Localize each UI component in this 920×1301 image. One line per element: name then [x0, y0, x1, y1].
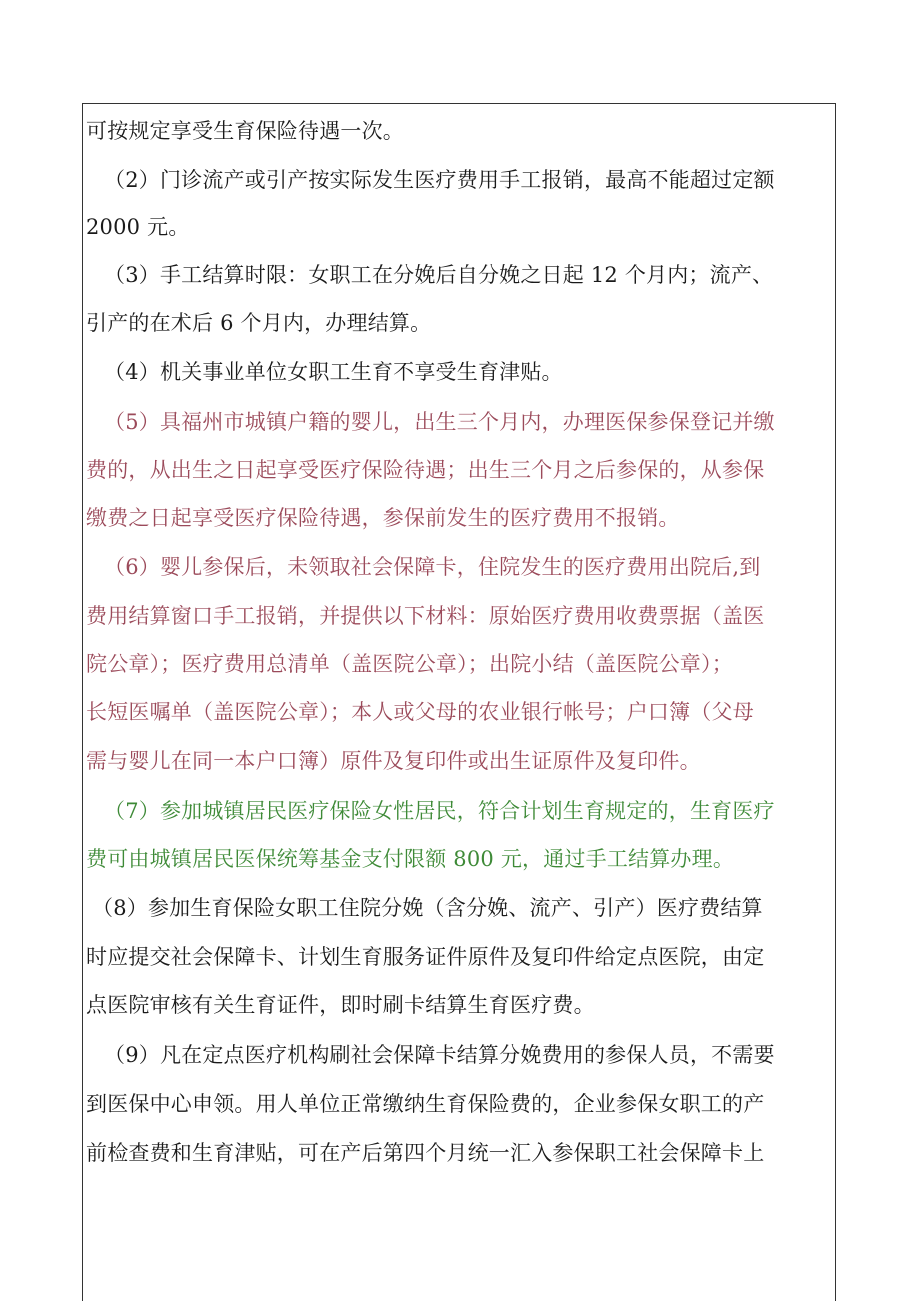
text-line: 点医院审核有关生育证件，即时刷卡结算生育医疗费。 [86, 993, 595, 1017]
item-4-line: （4）机关事业单位女职工生育不享受生育津贴。 [104, 360, 563, 384]
item-9-line: （9）凡在定点医疗机构刷社会保障卡结算分娩费用的参保人员，不需要 [104, 1043, 775, 1067]
text-line: 到医保中心申领。用人单位正常缴纳生育保险费的，企业参保女职工的产 [86, 1092, 765, 1116]
item-5-line: （5）具福州市城镇户籍的婴儿，出生三个月内，办理医保参保登记并缴 [104, 410, 775, 434]
text-line: 需与婴儿在同一本户口簿）原件及复印件或出生证原件及复印件。 [86, 749, 701, 773]
text-line: 前检查费和生育津贴，可在产后第四个月统一汇入参保职工社会保障卡上 [86, 1141, 765, 1165]
text-line: 时应提交社会保障卡、计划生育服务证件原件及复印件给定点医院，由定 [86, 945, 765, 969]
item-2-line: （2）门诊流产或引产按实际发生医疗费用手工报销，最高不能超过定额 [104, 168, 775, 192]
item-8-line: （8）参加生育保险女职工住院分娩（含分娩、流产、引产）医疗费结算 [92, 896, 763, 920]
text-line: 费可由城镇居民医保统筹基金支付限额 800 元，通过手工结算办理。 [86, 847, 735, 871]
text-line: 院公章）；医疗费用总清单（盖医院公章）；出院小结（盖医院公章）； [86, 652, 733, 676]
text-line: 可按规定享受生育保险待遇一次。 [86, 119, 404, 143]
item-3-line: （3）手工结算时限：女职工在分娩后自分娩之日起 12 个月内；流产、 [104, 263, 774, 287]
text-line: 费用结算窗口手工报销，并提供以下材料：原始医疗费用收费票据（盖医 [86, 604, 765, 628]
item-7-line: （7）参加城镇居民医疗保险女性居民，符合计划生育规定的，生育医疗 [104, 799, 775, 823]
text-line: 长短医嘱单（盖医院公章）；本人或父母的农业银行帐号；户口簿（父母 [86, 700, 754, 724]
item-6-line: （6）婴儿参保后，未领取社会保障卡，住院发生的医疗费用出院后,到 [104, 555, 761, 579]
text-line: 费的，从出生之日起享受医疗保险待遇；出生三个月之后参保的，从参保 [86, 458, 765, 482]
text-line: 缴费之日起享受医疗保险待遇，参保前发生的医疗费用不报销。 [86, 506, 680, 530]
text-line: 2000 元。 [86, 215, 190, 239]
text-line: 引产的在术后 6 个月内，办理结算。 [86, 311, 432, 335]
